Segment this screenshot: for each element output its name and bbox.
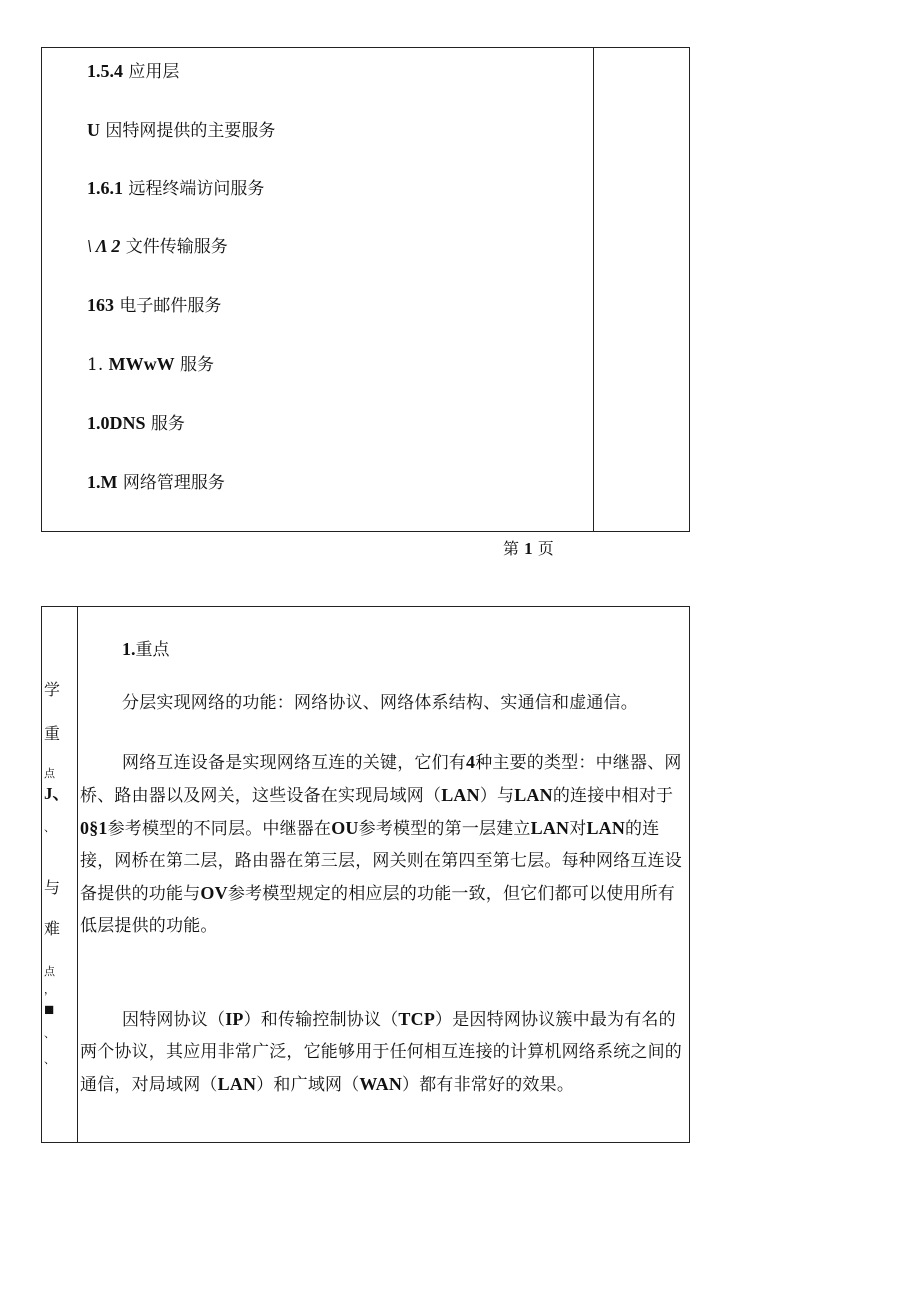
toc-item-text: MWwW [108,354,175,374]
toc-item-text: 远程终端访问服务 [128,179,265,199]
toc-item [87,294,221,317]
page-number-prefix: 第 [503,539,520,558]
side-label-char: ■ [44,1000,55,1019]
toc-item [87,235,228,258]
paragraph-interconnect-devices: 网络互连设备是实现网络互连的关键，它们有4种主要的类型：中继器、网桥、路由器以及网关，这些设备在实现局域网（LAN）与LAN的连接中相对于0§1参考模型的不同层。中继器在OU参考模型的第一层建立LAN对LAN的连接，网桥在第二层，路由器在第三层，网关则在第四至第七层。每种网络互连设备提供的功能与OV参考模型规定的相应层的功能一致，但它们都可以使用所有低层提供的功能。 [80,752,682,936]
toc-item-text: 电子邮件服务 [119,296,222,316]
toc-item-number: 163 [87,295,114,315]
side-label-char: 、 [44,821,55,834]
page-number-suffix: 页 [537,539,554,558]
column-divider [77,607,78,1142]
heading-text: 重点 [135,640,170,660]
side-label-char: 学 [44,680,61,699]
page-number-value: 1 [524,539,533,558]
column-divider [593,48,594,531]
side-label-char: 难 [44,919,61,938]
toc-item-number: 1.6.1 [87,178,123,198]
side-label-char: 、 [44,1053,55,1066]
toc-item-number: \ Λ 2 [87,236,121,256]
side-label-char: 点 [44,965,55,978]
side-label-char: 与 [44,878,61,897]
toc-item-text: 因特网提供的主要服务 [105,121,276,141]
paragraph-layering: 分层实现网络的功能：网络协议、网络体系结构、实通信和虚通信。 [122,693,638,713]
toc-item-number: 1. [87,355,104,375]
toc-item-text: 文件传输服务 [125,237,228,257]
toc-item [87,412,185,435]
toc-item [87,471,225,494]
side-label-char: 、 [44,1027,55,1040]
toc-item-number: U [87,120,100,140]
side-label-char: 重 [44,724,61,743]
toc-item-number: 1.0DNS [87,413,146,433]
side-label-char: J、 [44,784,70,803]
toc-item [87,353,214,376]
side-label-char: 点 [44,767,55,780]
toc-item-text-suffix: 服务 [180,355,215,375]
key-points-table [41,606,690,1143]
toc-item-number: 1.5.4 [87,61,123,81]
toc-item [87,119,275,142]
toc-item-text: 应用层 [128,62,180,82]
toc-item-text: 网络管理服务 [122,473,225,493]
heading-number: 1. [122,639,136,659]
toc-table [41,47,690,532]
section-heading [122,635,170,660]
toc-item [87,60,179,83]
toc-item [87,177,264,200]
paragraph-tcp-ip: 因特网协议（IP）和传输控制协议（TCP）是因特网协议簇中最为有名的两个协议，其应用非常广泛，它能够用于任何相互连接的计算机网络系统之间的通信，对局域网（LAN）和广域网（WAN）都有非常好的效果。 [80,1009,682,1095]
toc-item-text: 服务 [150,414,185,434]
side-label-char: ， [44,983,55,996]
page-number [503,536,554,559]
toc-item-number: 1.M [87,472,118,492]
